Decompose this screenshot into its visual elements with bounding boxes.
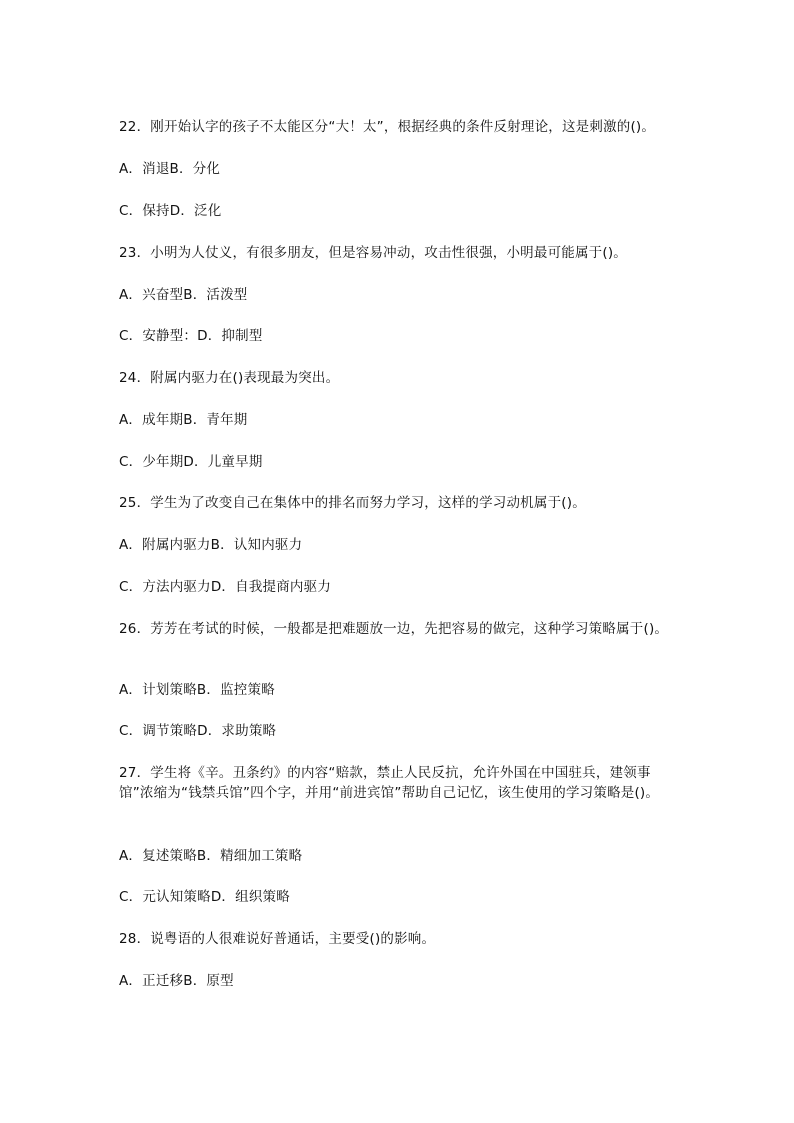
question-25-options-cd: C．方法内驱力D．自我提商内驱力 <box>119 579 332 595</box>
question-26-stem: 26．芳芳在考试的时候，一般都是把难题放一边，先把容易的做完，这种学习策略属于()。 <box>119 621 669 637</box>
question-27-stem: 27．学生将《辛。丑条约》的内容“赔款，禁止人民反抗，允许外国在中国驻兵，建领事馆”浓缩为“钱禁兵馆”四个字，并用“前进宾馆”帮助自己记忆，该生使用的学习策略是()。 <box>119 765 660 801</box>
question-28-stem: 28．说粤语的人很难说好普通话，主要受()的影响。 <box>119 931 436 947</box>
question-27-options-cd: C．元认知策略D．组织策略 <box>119 889 290 905</box>
question-25-options-ab: A．附属内驱力B．认知内驱力 <box>119 537 303 553</box>
question-26-options-ab: A．计划策略B．监控策略 <box>119 682 275 698</box>
question-24-options-cd: C．少年期D．儿童早期 <box>119 454 263 470</box>
question-24-options-ab: A．成年期B．青年期 <box>119 412 248 428</box>
question-26-options-cd: C．调节策略D．求助策略 <box>119 723 277 739</box>
question-27-options-ab: A．复述策略B．精细加工策略 <box>119 848 303 864</box>
question-23-options-cd: C．安静型：D．抑制型 <box>119 328 263 344</box>
question-22-options-cd: C．保持D．泛化 <box>119 203 222 219</box>
question-23-options-ab: A．兴奋型B．活泼型 <box>119 287 248 303</box>
question-22-stem: 22．刚开始认字的孩子不太能区分“大！太”，根据经典的条件反射理论，这是刺激的()。 <box>119 119 656 135</box>
question-22-options-ab: A．消退B．分化 <box>119 161 221 177</box>
question-28-options-ab: A．正迁移B．原型 <box>119 973 234 989</box>
question-24-stem: 24．附属内驱力在()表现最为突出。 <box>119 370 340 386</box>
question-25-stem: 25．学生为了改变自己在集体中的排名而努力学习，这样的学习动机属于()。 <box>119 495 586 511</box>
question-23-stem: 23．小明为人仗义，有很多朋友，但是容易冲动，攻击性很强，小明最可能属于()。 <box>119 245 628 261</box>
